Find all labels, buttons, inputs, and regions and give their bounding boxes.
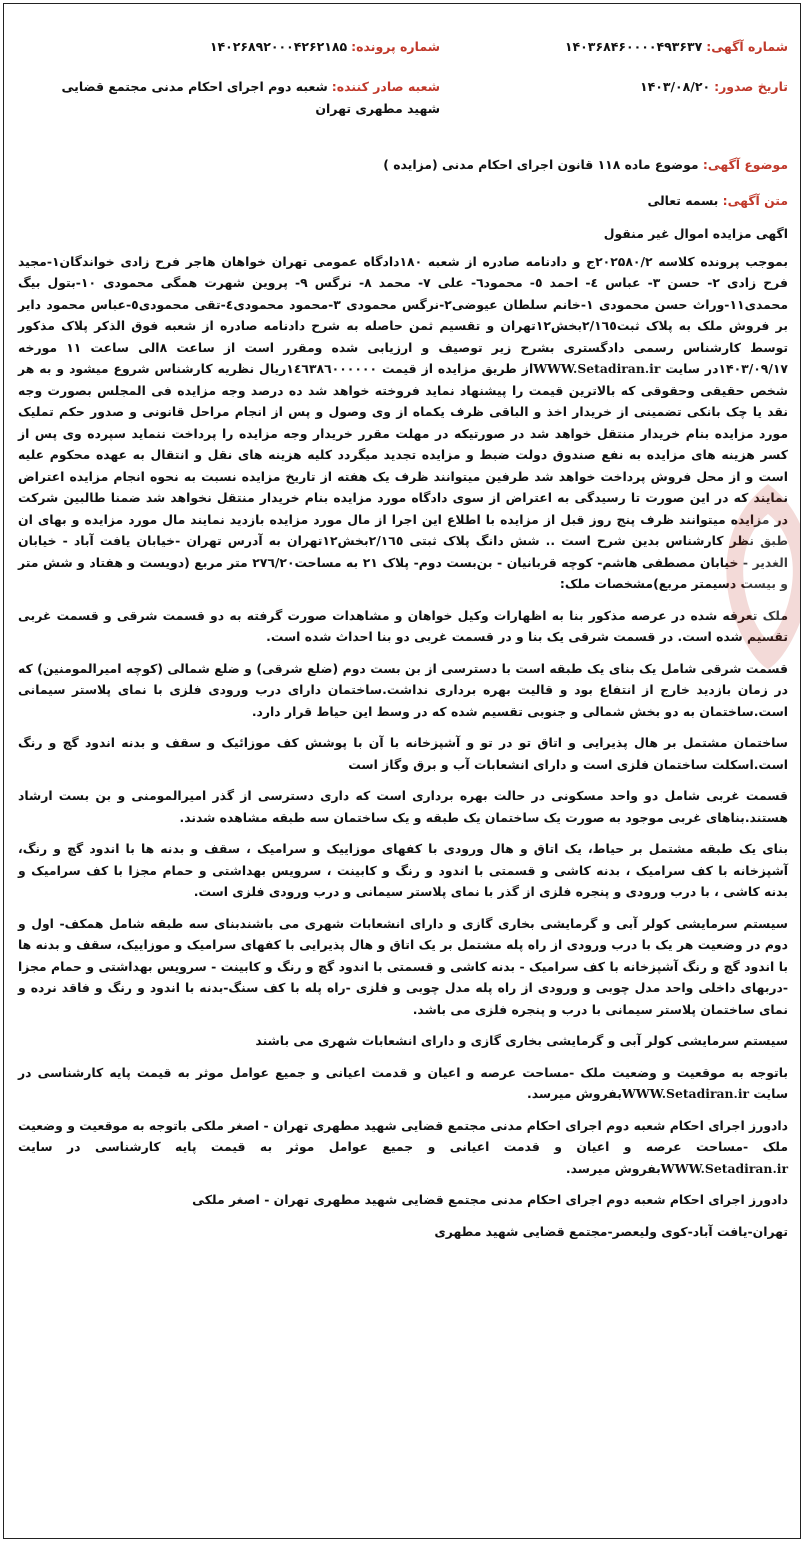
file-number: ۱۴۰۲۶۸۹۲۰۰۰۴۲۶۲۱۸۵ xyxy=(209,39,348,54)
paragraph-western-section: قسمت غربی شامل دو واحد مسکونی در حالت بهره برداری است که داری دسترسی از گذر امیرالمومنی و بن بست ارشاد هستند.بناهای غربی موجود به صورت یک ساختمان یک طبقه و یک ساختمان سه طبقه مشاهده شدند. xyxy=(18,788,788,825)
notice-heading: اگهی مزایده اموال غیر منقول xyxy=(603,226,788,241)
address: تهران-یافت آباد-کوی ولیعصر-مجتمع قضایی شهید مطهری xyxy=(434,1223,788,1239)
paragraph-auction-terms xyxy=(18,251,788,595)
notice-number-label: شماره آگهی: xyxy=(706,39,788,54)
issuer-label: شعبه صادر کننده: xyxy=(331,79,440,94)
file-number-label: شماره پرونده: xyxy=(351,39,440,54)
paragraph-cooling-heating: سیستم سرمایشی کولر آبی و گرمایشی بخاری گازی و دارای انشعابات شهری می باشند xyxy=(255,1033,788,1048)
subject-row xyxy=(18,154,788,176)
issue-date-row xyxy=(640,76,788,98)
issue-date-label: تاریخ صدور: xyxy=(714,79,788,94)
paragraph-sale-basis xyxy=(18,1062,788,1105)
notice-body xyxy=(4,154,800,1242)
file-number-row xyxy=(210,36,440,58)
subject-value: موضوع ماده ۱۱۸ قانون اجرای احکام مدنی (مزایده ) xyxy=(383,157,699,172)
paragraph-three-storey-building: سیستم سرمایشی کولر آبی و گرمایشی بخاری گازی و دارای انشعابات شهری می باشندبنای سه طبقه شامل همکف- اول و دوم در وضعیت هر یک با درب ورودی از راه پله مشتمل بر یک اتاق و هال پذیرایی با کفهای سرامیک و موزاییک، سقف و بدنه ها با اندود گچ و رنگ آشپزخانه با کف سرامیک - بدنه کاشی و قسمتی با اندود گچ و رنگ و کابینت - سرویس بهداشتی و حمام مجزا -دربهای داخلی واحد مدل چوبی و ورودی از راه پله مدل چوبی و فلزی -راه پله با کف سنگ-بدنه با اندود و رنگ و فاقد نرده و نمای ساختمان پلاستر سیمانی با درب و پنجره فلزی می باشد. xyxy=(18,915,788,1017)
judiciary-emblem-watermark xyxy=(708,474,801,674)
subject-label: موضوع آگهی: xyxy=(702,157,788,172)
notice-header xyxy=(4,4,800,154)
setadiran-link[interactable]: WWW.Setadiran.ir xyxy=(533,361,661,376)
paragraph-sale-basis-part2: بفروش میرسد. xyxy=(526,1086,622,1101)
notice-number-row xyxy=(565,36,788,58)
setadiran-link[interactable]: WWW.Setadiran.ir xyxy=(660,1160,788,1176)
text-opening: بسمه تعالی xyxy=(647,192,719,208)
setadiran-link[interactable]: WWW.Setadiran.ir xyxy=(621,1086,750,1101)
paragraph-officer-sale xyxy=(18,1115,788,1180)
paragraph-one-storey-building: بنای یک طبقه مشتمل بر حیاط، یک اتاق و هال ورودی با کفهای موزاییک و سرامیک ، سقف و بدنه ها با اندود گچ و رنگ، آشپزخانه با کف سرامیک ، بدنه کاشی و قسمتی با اندود و رنگ و کابینت ، سرویس بهداشتی و حمام مجزا با کف سرامیک و بدنه کاشی ، با درب ورودی و پنجره فلزی از گذر با نمای پلاستر سیمانی و درب ورودی فلزی است. xyxy=(18,841,788,899)
paragraph-sale-basis-part1: باتوجه به موقعیت و وضعیت ملک -مساحت عرصه و اعیان و قدمت اعیانی و جمیع عوامل موثر به قیمت پایه کارشناسی در سایت xyxy=(18,1064,788,1101)
notice-page xyxy=(3,3,801,1539)
text-row xyxy=(18,190,788,212)
issuer: شعبه دوم اجرای احکام مدنی مجتمع قضایی شهید مطهری تهران xyxy=(61,79,440,116)
paragraph-auction-terms-part1: بموجب پرونده کلاسه ۲۰۲۵۸۰/۲ج و دادنامه صادره از شعبه ۱۸۰دادگاه عمومی تهران خواهان هاجر فرح زادی خواندگان۱-مجید فرح زادی ۲- حسن ۳- عباس ٤- احمد ٥- محمود٦- علی ۷- محمد ۸- نرگس ۹- پروین شهرت همگی محمودی ۱۰-بتول بیگ محمدی۱۱-وراث حسن محمودی ۱-خانم سلطان عیوضی۲-نرگس محمودی ۳-محمود محمودی٤-تقی محمودی٥-عباس محمود دایر بر فروش ملک به پلاک ثبت۲/۱٦٥بخش۱۲تهران و تقسیم ثمن حاصله به شرح دادنامه صادره از شعبه فوق الذکر پلاک مذکور توسط کارشناس رسمی دادگستری بشرح زیر توصیف و ارزیابی شده ومقرر است از ساعت ۸الی ساعت ۱۱ مورخه ۱۴۰۳/۰۹/۱۷در سایت xyxy=(18,253,789,376)
issuer-row xyxy=(45,76,440,120)
paragraph-eastern-section: قسمت شرقی شامل یک بنای یک طبقه است با دسترسی از بن بست دوم (ضلع شرقی) و ضلع شمالی (کوچه امیرالمومنین) که در زمان بازدید خارج از انتفاع بود و قالیت بهره برداری نداشت.ساختمان دارای درب ورودی فلزی با نمای پلاستر سیمانی است.ساختمان به دو بخش شمالی و جنوبی تقسیم شده که در وسط این حیاط قرار دارد. xyxy=(18,660,788,719)
notice-number: ۱۴۰۳۶۸۴۶۰۰۰۰۴۹۳۶۳۷ xyxy=(564,39,703,54)
paragraph-building-details: ساختمان مشتمل بر هال پذیرایی و اتاق تو در تو و آشپزخانه با آن با پوشش کف موزائیک و سقف و بدنه اندود گچ و رنگ است.اسکلت ساختمان فلزی است و دارای انشعابات آب و برق وگاز است xyxy=(18,735,788,772)
paragraph-officer-sale-part2: بفروش میرسد. xyxy=(565,1160,661,1176)
paragraph-officer-signature: دادورز اجرای احکام شعبه دوم اجرای احکام مدنی مجتمع قضایی شهید مطهری تهران - اصغر ملکی xyxy=(192,1192,788,1207)
issue-date: ۱۴۰۳/۰۸/۲۰ xyxy=(639,79,711,94)
paragraph-officer-sale-part1: دادورز اجرای احکام شعبه دوم اجرای احکام مدنی مجتمع قضایی شهید مطهری تهران - اصغر ملکی باتوجه به موقعیت و وضعیت ملک -مساحت عرصه و اعیان و قدمت اعیانی و جمیع عوامل موثر به قیمت پایه کارشناسی در سایت xyxy=(18,1117,788,1154)
text-label: متن آگهی: xyxy=(722,192,788,208)
paragraph-property-division: ملک تعرفه شده در عرصه مذکور بنا به اظهارات وکیل خواهان و مشاهدات صورت گرفته به دو قسمت شرقی و قسمت غربی تقسیم شده است. در قسمت شرقی یک بنا و در قسمت غربی دو بنا احداث شده است. xyxy=(18,607,788,644)
paragraph-auction-terms-part2: از طریق مزایده از قیمت ۱٤٦۳۸٦۰۰۰۰۰۰ریال نظریه کارشناس شروع میشود و به هر شخص حقیقی وحقوقی که بالاترین قیمت را پیشنهاد نماید فروخته خواهد شد ده درصد وجه مزایده فی المجلس بصورت وجه نقد یا چک بانکی تضمینی از خریدار اخذ و الباقی ظرف یکماه از وی وصول و پس از انجام مراحل قانونی و صدور حکم تملیک مورد مزایده بنام خریدار منتقل خواهد شد در صورتیکه در مهلت مقرر خریدار وجه مزایده را پرداخت ننماید سپرده وی پس از کسر هزینه های مزایده به نفع صندوق دولت ضبط و مزایده تجدید میگردد کلیه هزینه های نقل و انتقال به عهده محکوم علیه است و از محل فروش پرداخت خواهد شد طرفین میتوانند ظرف یک هفته از تاریخ مزایده نسبت به نحوه انجام مزایده اعتراض نمایند که در این صورت تا رسیدگی به اعتراض از سوی دادگاه مورد مزایده بنام خریدار منتقل نخواهد شد ضمنا طالبین شرکت در مزایده میتوانند ظرف پنج روز قبل از مزایده با اطلاع این اجرا از مال مورد مزایده بازدید نمایند مال مورد مزایده و بهای ان طبق نظر کارشناس بدین شرح است .. شش دانگ پلاک ثبتی ۲/۱٦٥بخش۱۲تهران به آدرس تهران -خیابان یافت آباد - خیابان الغدیر - خیابان مصطفی هاشم- کوچه قربانیان - بن‌بست دوم- پلاک ۲۱ به مساحت۲۷٦/۲۰ متر مربع (دویست و هفتاد و شش متر و بیست دسیمتر مربع)مشخصات ملک: xyxy=(18,361,789,591)
